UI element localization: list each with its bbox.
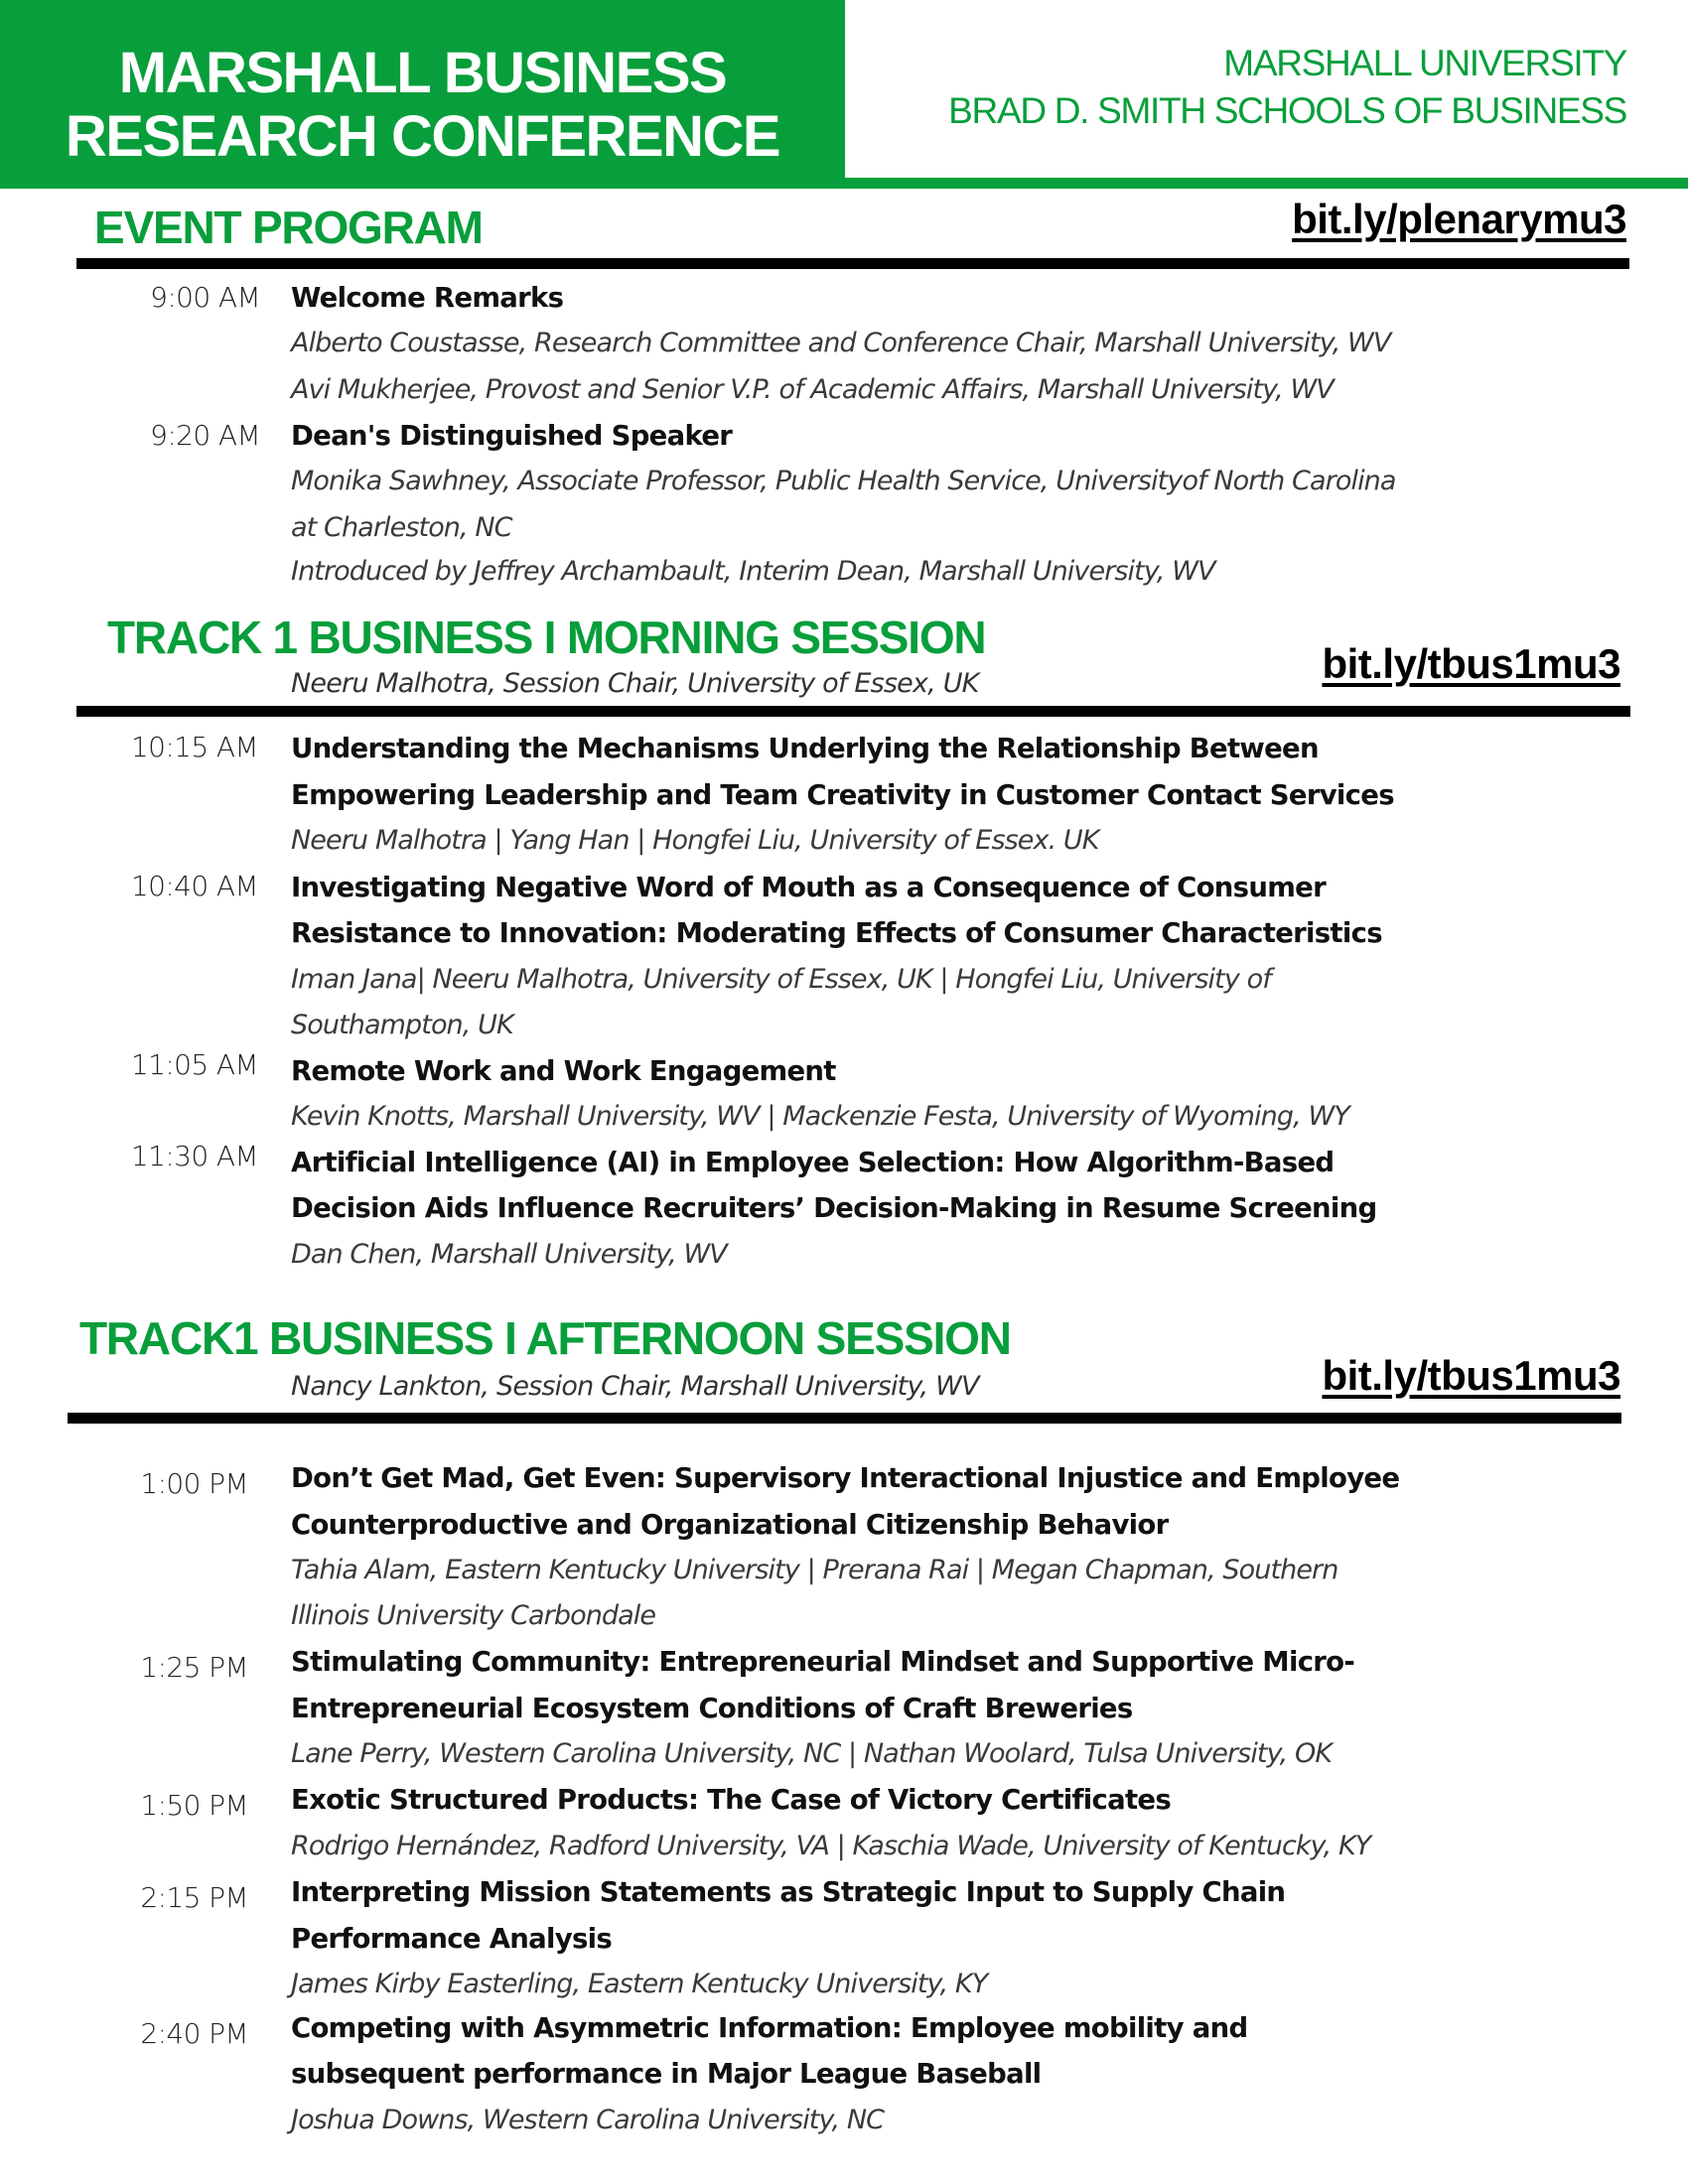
time-label: 2:15 PM bbox=[140, 1881, 248, 1914]
time-label: 10:15 AM bbox=[130, 731, 258, 763]
time-label: 11:30 AM bbox=[130, 1140, 258, 1172]
header-green-rule bbox=[845, 178, 1688, 189]
paper-title-line: Exotic Structured Products: The Case of Victory Certificates bbox=[291, 1784, 1172, 1816]
paper-title-line: Entrepreneurial Ecosystem Conditions of Craft Breweries bbox=[291, 1693, 1133, 1724]
paper-title-line: Stimulating Community: Entrepreneurial Mindset and Supportive Micro- bbox=[291, 1646, 1355, 1678]
author-line: Rodrigo Hernández, Radford University, VA | Kaschia Wade, University of Kentucky, KY bbox=[291, 1831, 1371, 1861]
afternoon-divider bbox=[68, 1413, 1621, 1424]
event-program-heading: EVENT PROGRAM bbox=[94, 202, 483, 253]
paper-title-line: Don’t Get Mad, Get Even: Supervisory Interactional Injustice and Employee bbox=[291, 1462, 1400, 1494]
conference-title-banner bbox=[0, 0, 845, 189]
morning-session-chair: Neeru Malhotra, Session Chair, University of Essex, UK bbox=[291, 668, 979, 699]
author-line: Iman Jana| Neeru Malhotra, University of Essex, UK | Hongfei Liu, University of bbox=[291, 964, 1271, 995]
speaker-line: Introduced by Jeffrey Archambault, Interim Dean, Marshall University, WV bbox=[291, 556, 1215, 587]
paper-title-line: Resistance to Innovation: Moderating Effects of Consumer Characteristics bbox=[291, 917, 1382, 949]
time-label: 9:20 AM bbox=[150, 419, 260, 452]
time-label: 2:40 PM bbox=[140, 2017, 248, 2050]
morning-session-heading: TRACK 1 BUSINESS I MORNING SESSION bbox=[107, 612, 986, 663]
conference-title-line-1: MARSHALL BUSINESS bbox=[118, 41, 727, 105]
paper-title-line: Investigating Negative Word of Mouth as a Consequence of Consumer bbox=[291, 872, 1326, 903]
author-line: Southampton, UK bbox=[291, 1010, 513, 1040]
plenary-link[interactable]: bit.ly/plenarymu3 bbox=[1292, 196, 1626, 242]
time-label: 10:40 AM bbox=[130, 870, 258, 902]
conference-title bbox=[0, 42, 845, 169]
morning-session-link[interactable]: bit.ly/tbus1mu3 bbox=[1322, 640, 1620, 687]
paper-title-line: Artificial Intelligence (AI) in Employee Selection: How Algorithm-Based bbox=[291, 1147, 1335, 1178]
author-line: Lane Perry, Western Carolina University, NC | Nathan Woolard, Tulsa University, OK bbox=[291, 1738, 1333, 1769]
session-title: Dean's Distinguished Speaker bbox=[291, 420, 733, 452]
plenary-divider bbox=[76, 258, 1629, 269]
paper-title-line: Empowering Leadership and Team Creativity in Customer Contact Services bbox=[291, 779, 1394, 811]
morning-divider bbox=[76, 706, 1630, 717]
speaker-line: Monika Sawhney, Associate Professor, Public Health Service, Universityof North Carolina bbox=[291, 466, 1396, 496]
university-line-2: BRAD D. SMITH SCHOOLS OF BUSINESS bbox=[948, 90, 1626, 131]
paper-title-line: Decision Aids Influence Recruiters’ Decision-Making in Resume Screening bbox=[291, 1192, 1377, 1224]
time-label: 1:25 PM bbox=[140, 1651, 248, 1684]
paper-title-line: subsequent performance in Major League Baseball bbox=[291, 2058, 1042, 2090]
paper-title-line: Competing with Asymmetric Information: Employee mobility and bbox=[291, 2012, 1248, 2044]
paper-title-line: Remote Work and Work Engagement bbox=[291, 1055, 836, 1087]
university-line-1: MARSHALL UNIVERSITY bbox=[1223, 43, 1626, 83]
author-line: James Kirby Easterling, Eastern Kentucky University, KY bbox=[291, 1969, 988, 1999]
time-label: 9:00 AM bbox=[150, 281, 260, 314]
afternoon-session-heading: TRACK1 BUSINESS I AFTERNOON SESSION bbox=[79, 1312, 1011, 1364]
paper-title-line: Counterproductive and Organizational Citizenship Behavior bbox=[291, 1509, 1169, 1541]
paper-title-line: Understanding the Mechanisms Underlying the Relationship Between bbox=[291, 733, 1319, 764]
afternoon-session-link[interactable]: bit.ly/tbus1mu3 bbox=[1322, 1352, 1620, 1399]
author-line: Tahia Alam, Eastern Kentucky University | Prerana Rai | Megan Chapman, Southern bbox=[291, 1555, 1338, 1585]
author-line: Joshua Downs, Western Carolina University, NC bbox=[291, 2105, 885, 2135]
conference-title-line-2: RESEARCH CONFERENCE bbox=[65, 104, 780, 169]
author-line: Illinois University Carbondale bbox=[291, 1600, 656, 1631]
paper-title-line: Performance Analysis bbox=[291, 1923, 613, 1955]
paper-title-line: Interpreting Mission Statements as Strategic Input to Supply Chain bbox=[291, 1876, 1286, 1908]
university-name bbox=[948, 40, 1626, 135]
author-line: Neeru Malhotra | Yang Han | Hongfei Liu, University of Essex. UK bbox=[291, 825, 1099, 856]
session-title: Welcome Remarks bbox=[291, 282, 564, 314]
speaker-line: at Charleston, NC bbox=[291, 512, 512, 543]
speaker-line: Alberto Coustasse, Research Committee and Conference Chair, Marshall University, WV bbox=[291, 328, 1391, 358]
speaker-line: Avi Mukherjee, Provost and Senior V.P. of Academic Affairs, Marshall University, WV bbox=[291, 374, 1334, 405]
time-label: 11:05 AM bbox=[130, 1048, 258, 1081]
time-label: 1:50 PM bbox=[140, 1789, 248, 1822]
author-line: Dan Chen, Marshall University, WV bbox=[291, 1239, 727, 1270]
afternoon-session-chair: Nancy Lankton, Session Chair, Marshall University, WV bbox=[291, 1371, 979, 1402]
author-line: Kevin Knotts, Marshall University, WV | Mackenzie Festa, University of Wyoming, WY bbox=[291, 1101, 1349, 1132]
time-label: 1:00 PM bbox=[140, 1467, 248, 1500]
